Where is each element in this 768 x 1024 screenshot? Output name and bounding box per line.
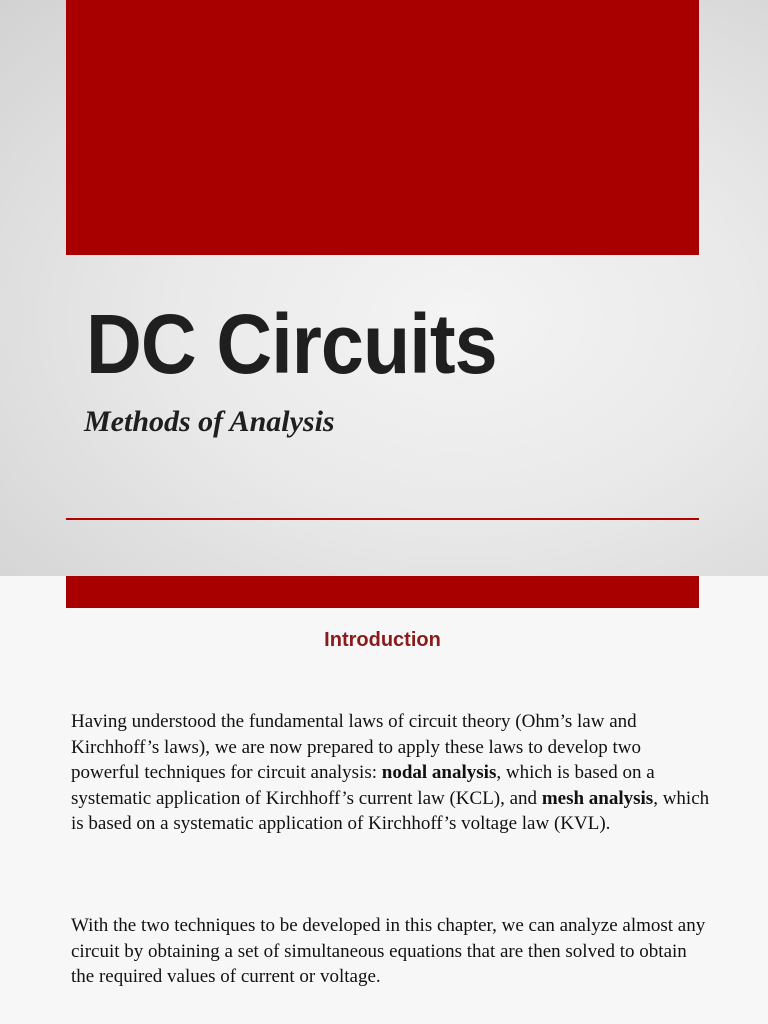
intro-paragraph-2: With the two techniques to be developed in this chapter, we can analyze almost any circuit by obtaining a set of simultaneous equations that are then solved to obtain the required values of current or voltage. bbox=[71, 915, 706, 987]
intro-slide bbox=[0, 576, 768, 1024]
paragraph-text: Having understood the fundamental laws of circuit theory (Ohm’s law and Kirchhoff’s laws), we are now prepared to apply these laws to develop two powerful techniques for circuit analysis: bbox=[71, 711, 641, 783]
paragraph-text: , which is based on a systematic application of Kirchhoff’s voltage law (KVL). bbox=[71, 787, 710, 834]
paragraph-text: , which is based on a systematic application of Kirchhoff’s current law (KCL), and bbox=[71, 762, 655, 809]
red-header-bar bbox=[66, 576, 699, 608]
section-heading: Introduction bbox=[324, 629, 441, 651]
intro-paragraph-1 bbox=[71, 709, 711, 837]
bold-term-mesh-analysis: mesh analysis bbox=[541, 787, 654, 809]
red-header-block bbox=[66, 0, 699, 255]
bold-term-nodal-analysis: nodal analysis bbox=[381, 762, 497, 783]
red-divider-line bbox=[66, 518, 699, 520]
slide-title: DC Circuits bbox=[86, 297, 497, 391]
slide-subtitle: Methods of Analysis bbox=[84, 405, 335, 438]
